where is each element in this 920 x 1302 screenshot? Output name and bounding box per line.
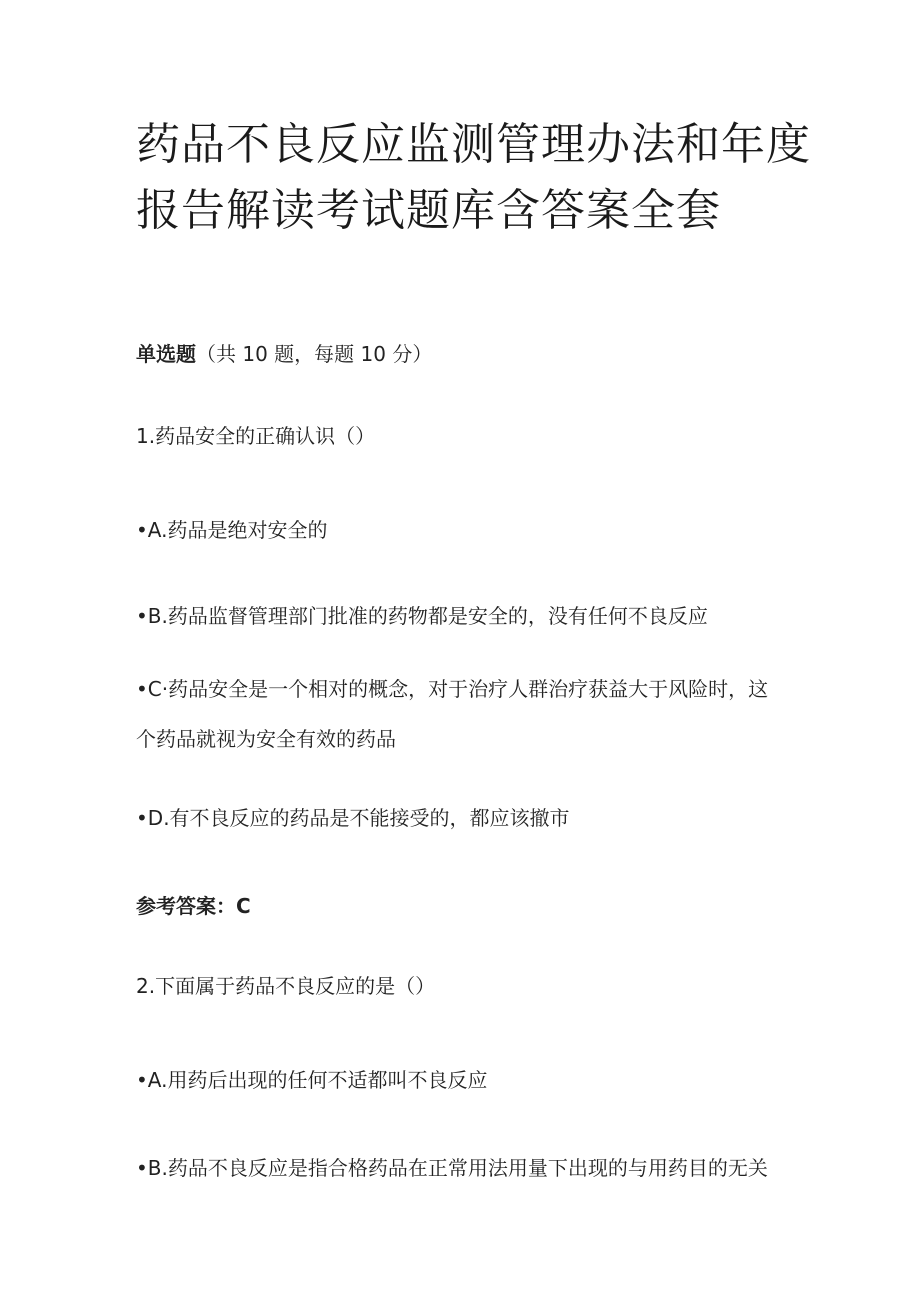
section-label: 单选题 xyxy=(136,342,196,366)
question-2-option-a: •A.用药后出现的任何不适都叫不良反应 xyxy=(136,1068,488,1092)
question-1-answer: 参考答案：C xyxy=(136,894,251,918)
question-1-stem: 1.药品安全的正确认识（） xyxy=(136,424,376,448)
question-1-option-a: •A.药品是绝对安全的 xyxy=(136,518,328,542)
question-1-option-c-line-1: •C·药品安全是一个相对的概念，对于治疗人群治疗获益大于风险时，这 xyxy=(136,677,769,701)
section-info: （共 10 题，每题 10 分） xyxy=(196,342,433,366)
title-line-1: 药品不良反应监测管理办法和年度 xyxy=(136,119,811,170)
question-2-option-b: •B.药品不良反应是指合格药品在正常用法用量下出现的与用药目的无关 xyxy=(136,1156,768,1180)
document-title xyxy=(136,112,811,244)
title-line-2: 报告解读考试题库含答案全套 xyxy=(136,185,721,236)
question-1-option-c-line-2: 个药品就视为安全有效的药品 xyxy=(136,727,396,751)
question-1-option-d: •D.有不良反应的药品是不能接受的，都应该撤市 xyxy=(136,806,570,830)
question-1-option-c xyxy=(136,664,768,764)
question-1-option-b: •B.药品监督管理部门批准的药物都是安全的，没有任何不良反应 xyxy=(136,604,708,628)
question-2-stem: 2.下面属于药品不良反应的是（） xyxy=(136,974,436,998)
section-header xyxy=(136,340,432,368)
